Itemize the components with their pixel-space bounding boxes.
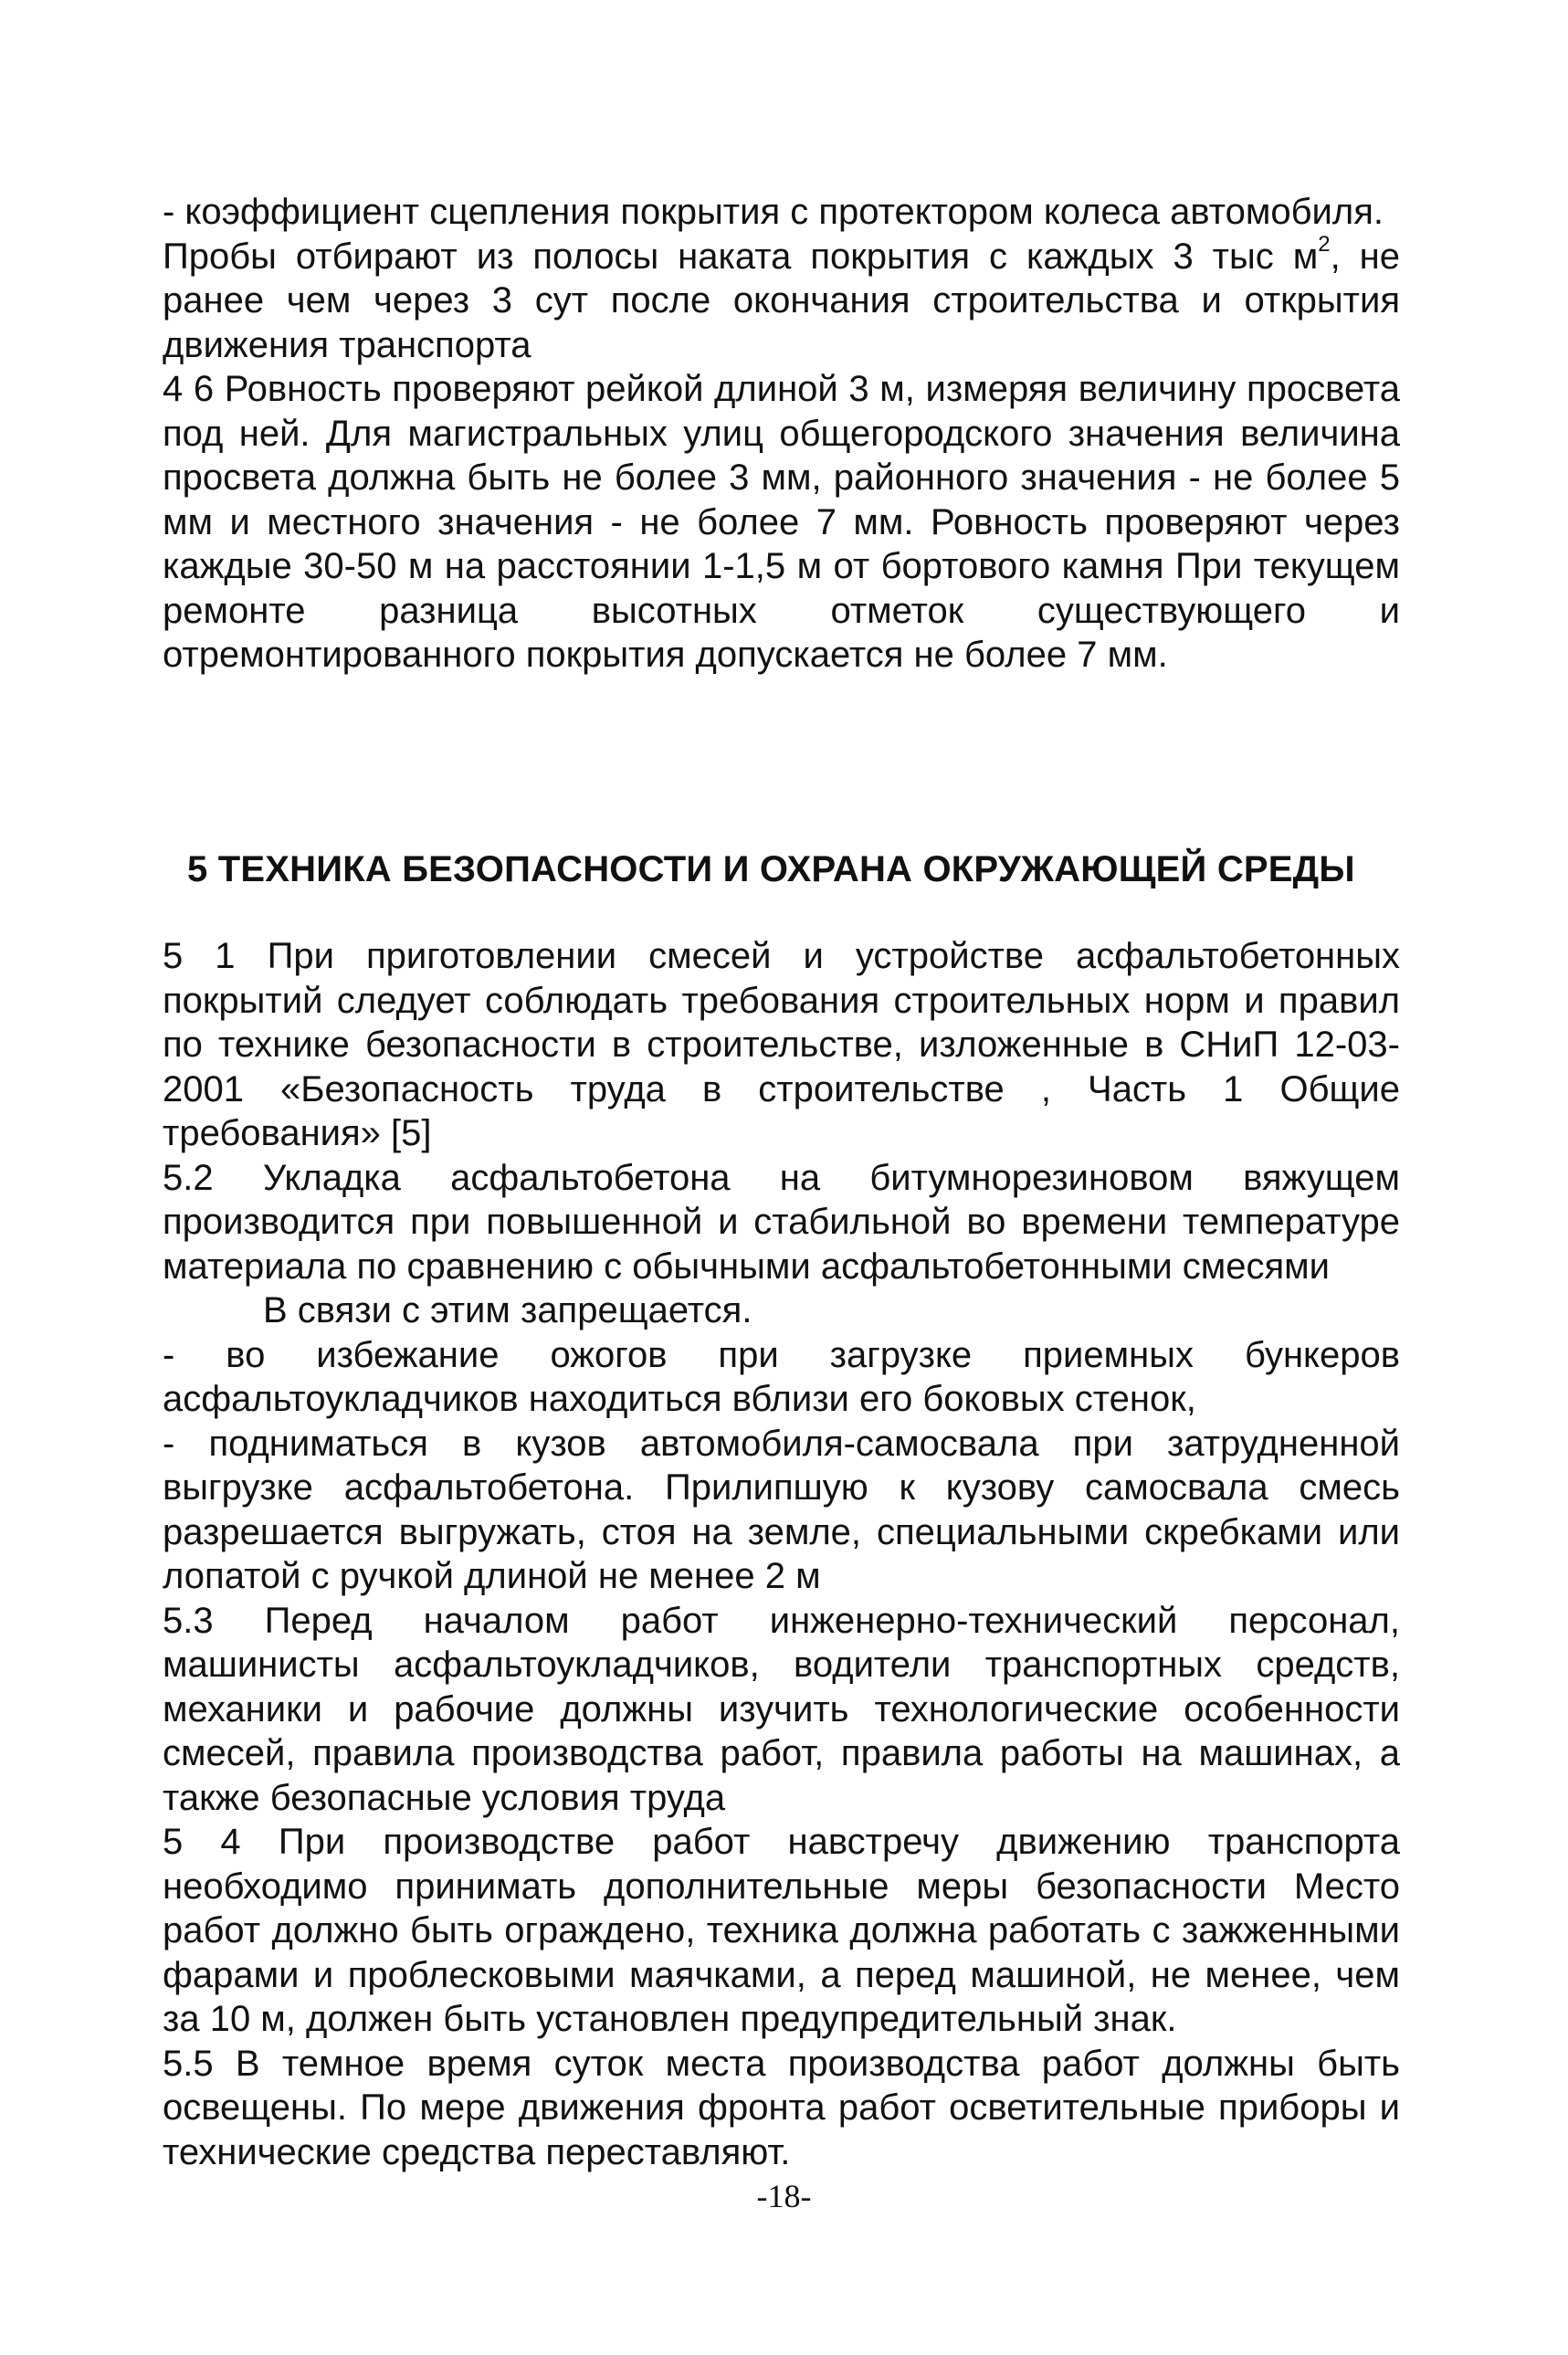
section-5-body — [163, 934, 1400, 2174]
paragraph-coefficient: - коэффициент сцепления покрытия с протектором колеса автомобиля. — [163, 192, 1384, 232]
list-item-truck-body: - подниматься в кузов автомобиля-самосвала при затрудненной выгрузке асфальтобетона. Прилипшую к кузову самосвала смесь разрешается выгружать, стоя на земле, специальными скребками или лопатой с ручкой длиной не менее 2 м — [163, 1423, 1400, 1596]
paragraph-prohibited: В связи с этим запрещается. — [263, 1290, 752, 1330]
document-body-top — [163, 190, 1400, 678]
paragraph-5-1: 5 1 При приготовлении смесей и устройстве асфальтобетонных покрытий следует соблюдать требования строительных норм и правил по технике безопасности в строительстве, изложенные в СНиП 12-03-2001 «Безопасность труда в строительстве , Часть 1 Общие требования» [5] — [163, 936, 1400, 1153]
page-number: -18- — [756, 2178, 812, 2214]
paragraph-5-5: 5.5 В темное время суток места производства работ должны быть освещены. По мере движения фронта работ осветительные приборы и технические средства переставляют. — [163, 2043, 1400, 2172]
samples-superscript: 2 — [1318, 232, 1331, 258]
list-item-burns: - во избежание ожогов при загрузке приемных бункеров асфальтоукладчиков находиться вблизи его боковых стенок, — [163, 1334, 1400, 1419]
paragraph-samples — [163, 232, 1400, 368]
samples-text-a: Пробы отбирают из полосы наката покрытия с каждых 3 тыс м — [163, 236, 1319, 277]
section-heading: 5 ТЕХНИКА БЕЗОПАСНОСТИ И ОХРАНА ОКРУЖАЮЩЕЙ СРЕДЫ — [187, 849, 1355, 889]
samples-text-b: , не ранее чем через 3 сут после окончания строительства и открытия движения транспорта — [163, 236, 1400, 365]
paragraph-5-4: 5 4 При производстве работ навстречу движению транспорта необходимо принимать дополнительные меры безопасности Место работ должно быть ограждено, техника должна работать с зажженными фарами и проблесковыми маячками, а перед машиной, не менее, чем за 10 м, должен быть установлен предупредительный знак. — [163, 1822, 1400, 2039]
paragraph-5-2: 5.2 Укладка асфальтобетона на битумнорезиновом вяжущем производится при повышенной и стабильной во времени температуре материала по сравнению с обычными асфальтобетонными смесями — [163, 1157, 1400, 1287]
paragraph-4-6: 4 6 Ровность проверяют рейкой длиной 3 м, измеряя величину просвета под ней. Для магистральных улиц общегородского значения величина просвета должна быть не более 3 мм, районного значения - не более 5 мм и местного значения - не более 7 мм. Ровность проверяют через каждые 30-50 м на расстоянии 1-1,5 м от бортового камня При текущем ремонте разница высотных отметок существующего и отремонтированного покрытия допускается не более 7 мм. — [163, 369, 1400, 675]
paragraph-5-3: 5.3 Перед началом работ инженерно-технический персонал, машинисты асфальтоукладчиков, водители транспортных средств, механики и рабочие должны изучить технологические особенности смесей, правила производства работ, правила работы на машинах, а также безопасные условия труда — [163, 1600, 1400, 1818]
